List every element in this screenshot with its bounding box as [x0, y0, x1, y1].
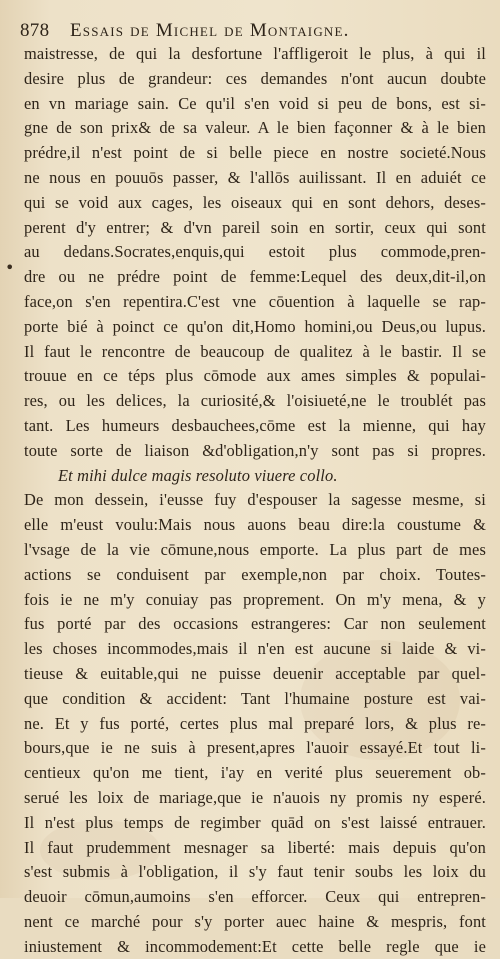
- text-line: De mon dessein, i'eusse fuy d'espouser la sagesse mesme, si: [24, 490, 486, 510]
- latin-quote-line: Et mihi dulce magis resoluto viuere collo.: [58, 465, 338, 485]
- text-line: tant. Les humeurs desbauchees,cōme est la mienne, qui hay: [24, 415, 486, 435]
- text-line: fois ie ne m'y conuiay pas proprement. On m'y mena, & y: [24, 589, 486, 609]
- text-line: tieuse & euitable,qui ne puisse deuenir acceptable par quel-: [24, 663, 486, 683]
- text-line: face,on s'en repentira.C'est vne cōuention à laquelle se rap-: [24, 291, 486, 311]
- text-line: Il faut le rencontre de beaucoup de qualitez à le bastir. Il se: [24, 341, 486, 361]
- page-number: 878: [20, 20, 50, 41]
- text-line: fus porté par des occasions estrangeres: Car non seulement: [24, 614, 486, 634]
- text-line: perent d'y entrer; & d'vn pareil soin en sortir, ceux qui sont: [24, 217, 486, 237]
- text-line: ne nous en pouuōs passer, & l'allōs auilissant. Il en aduiét ce: [24, 167, 486, 187]
- text-line: en vn mariage sain. Ce qu'il s'en void si peu de bons, est si-: [24, 93, 486, 113]
- text-line: ne. Et y fus porté, certes plus mal preparé lors, & plus re-: [24, 713, 486, 733]
- text-line: s'est submis à l'obligation, il s'y faut tenir soubs les loix du: [24, 862, 486, 882]
- body-text: [24, 42, 486, 959]
- text-line: centieux qu'on me tient, i'ay en verité plus seuerement ob-: [24, 763, 486, 783]
- text-line: res, ou les delices, la curiosité,& l'oisiueté,ne le troublét pas: [24, 391, 486, 411]
- text-line: deuoir cōmun,aumoins s'en efforcer. Ceux qui entrepren-: [24, 887, 486, 907]
- text-line: dre ou ne prédre point de femme:Lequel des deux,dit-il,on: [24, 267, 486, 287]
- text-line: qui se void aux cages, les oiseaux qui en sont dehors, deses-: [24, 192, 486, 212]
- text-line: desire plus de grandeur: ces demandes n'ont aucun doubte: [24, 68, 486, 88]
- text-line: l'vsage de la vie cōmune,nous emporte. La plus part de mes: [24, 539, 486, 559]
- text-line: au dedans.Socrates,enquis,qui estoit plus commode,pren-: [24, 242, 486, 262]
- text-line: actions se conduisent par exemple,non par choix. Toutes-: [24, 564, 486, 584]
- text-line: Il n'est plus temps de regimber quād on s'est laissé entrauer.: [24, 812, 486, 832]
- text-line: bours,que ie ne suis à present,apres l'auoir essayé.Et tout li-: [24, 738, 486, 758]
- text-line: porte bié à poinct ce qu'on dit,Homo homini,ou Deus,ou lupus.: [24, 316, 486, 336]
- text-line: gne de son prix& de sa valeur. A le bien façonner & à le bien: [24, 118, 486, 138]
- text-line: Il faut prudemment mesnager sa liberté: mais depuis qu'on: [24, 837, 486, 857]
- page-header: [12, 6, 482, 41]
- text-line: toute sorte de liaison &d'obligation,n'y sont pas si propres.: [24, 440, 486, 460]
- text-line: trouue en ce téps plus cōmode aux ames simples & populai-: [24, 366, 486, 386]
- text-line: iniustement & incommodement:Et cette belle regle que ie: [24, 936, 486, 956]
- running-title: Essais de Michel de Montaigne.: [70, 20, 350, 41]
- text-line: prédre,il n'est point de si belle piece en nostre societé.Nous: [24, 143, 486, 163]
- text-line: nent ce marché pour s'y porter auec haine & mespris, font: [24, 911, 486, 931]
- text-line: les choses incommodes,mais il n'en est aucune si laide & vi-: [24, 639, 486, 659]
- text-line: serué les loix de mariage,que ie n'auois ny promis ny esperé.: [24, 787, 486, 807]
- text-line: que condition & accident: Tant l'humaine posture est vai-: [24, 688, 486, 708]
- text-line: elle m'eust voulu:Mais nous auons beau dire:la coustume &: [24, 515, 486, 535]
- text-line: maistresse, de qui la desfortune l'affligeroit le plus, à qui il: [24, 44, 486, 63]
- margin-mark: •: [5, 258, 15, 277]
